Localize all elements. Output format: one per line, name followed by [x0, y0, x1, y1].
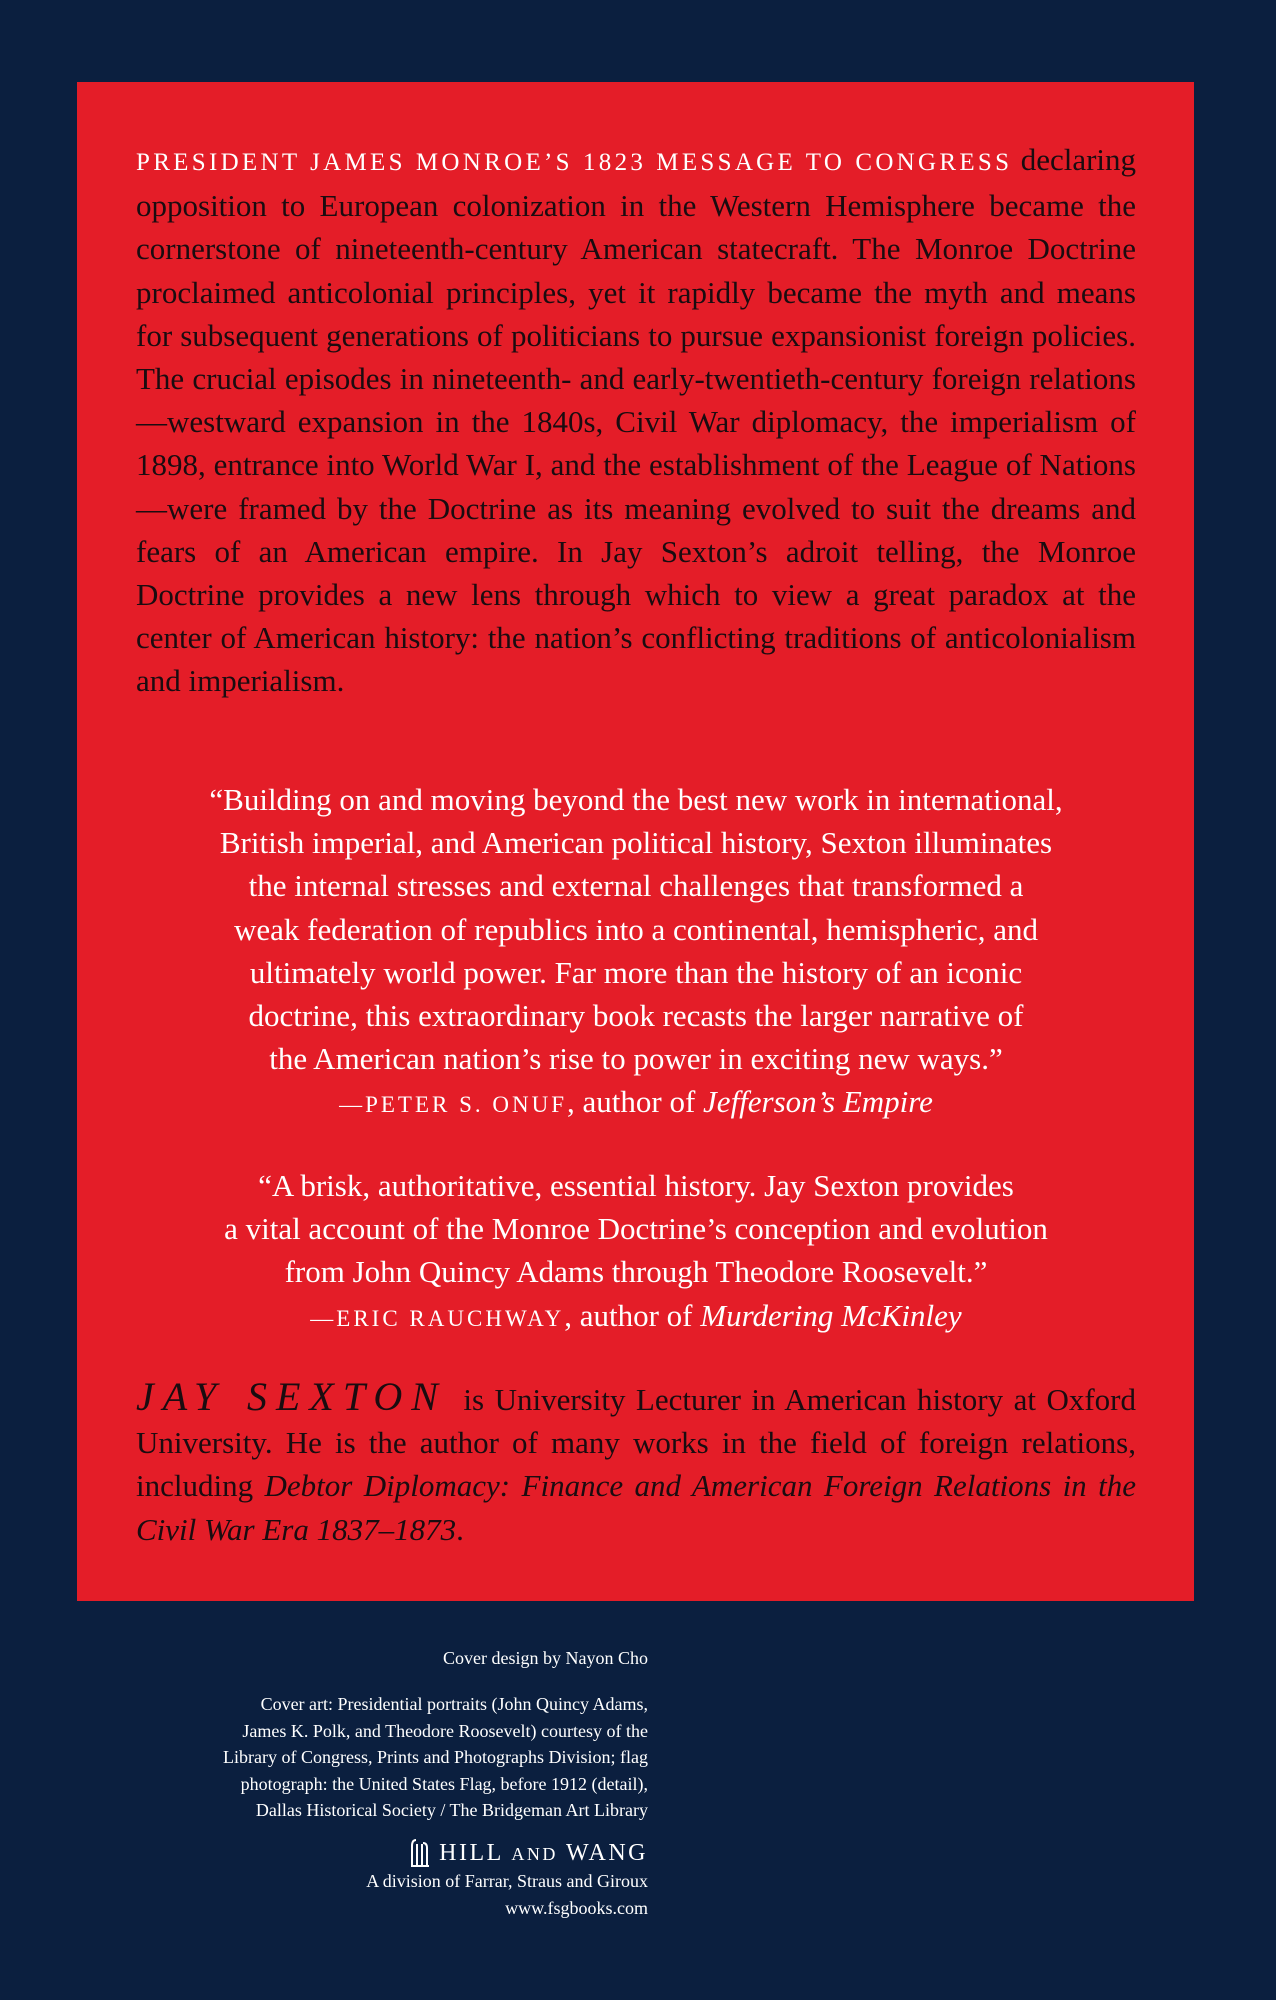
publisher-url: www.fsgbooks.com [505, 1898, 648, 1918]
endorsement-quote-2 [136, 1164, 1136, 1340]
attribution-connector: , author of [567, 1084, 704, 1120]
art-credit-line: James K. Polk, and Theodore Roosevelt) courtesy of the [242, 1720, 648, 1741]
quote-line: the American nation’s rise to power in exciting new ways.” [269, 1041, 1003, 1077]
description-blurb [136, 138, 1136, 703]
quote-attribution [136, 1080, 1136, 1126]
art-credit-line: Dallas Historical Society / The Bridgeman Art Library [255, 1800, 648, 1820]
art-credit-line: photograph: the United States Flag, before 1912 (detail), [240, 1773, 648, 1794]
publisher-name-wang: WANG [566, 1839, 648, 1866]
design-credit-text: Cover design by Nayon Cho [443, 1648, 648, 1668]
publisher-name [439, 1840, 648, 1867]
art-credit-line: Cover art: Presidential portraits (John Quincy Adams, [260, 1694, 648, 1714]
quote-line: a vital account of the Monroe Doctrine’s conception and evolution [224, 1211, 1048, 1247]
quote-line: the internal stresses and external challenges that transformed a [248, 868, 1024, 904]
publisher-name-hill: HILL [439, 1839, 503, 1866]
author-bio [136, 1375, 1136, 1551]
quote-line: weak federation of republics into a continental, hemispheric, and [234, 911, 1038, 947]
blurb-body: declaring opposition to European colonization in the Western Hemisphere became the cornerstone of nineteenth-century American statecraft. The Monroe Doctrine proclaimed anticolonial principles, yet it rapidly became the myth and means for subsequent generations of politicians to pursue expansionist foreign policies. The crucial episodes in nineteenth- and early-twentieth-century foreign relations—westward expansion in the 1840s, Civil War diplomacy, the imperialism of 1898, entrance into World War I, and the establishment of the League of Nations—were framed by the Doctrine as its meaning evolved to suit the dreams and fears of an American empire. In Jay Sexton’s adroit telling, the Monroe Doctrine provides a new lens through which to view a great paradox at the center of American history: the nation’s conflicting traditions of anticolonialism and imperialism. [136, 142, 1137, 699]
publisher-row [366, 1838, 648, 1868]
bio-book-title: Debtor Diplomacy: Finance and American Foreign Relations in the Civil War Era 1837–1873 [136, 1468, 1136, 1547]
cover-art-credit [88, 1691, 648, 1824]
bio-end: . [456, 1511, 464, 1547]
attribution-work: Murdering McKinley [700, 1297, 962, 1333]
endorsement-quote-1 [136, 778, 1136, 1127]
attribution-connector: , author of [564, 1297, 701, 1333]
publisher-division: A division of Farrar, Straus and Giroux [366, 1871, 648, 1891]
publisher-logo-icon [409, 1838, 431, 1868]
quote-line: “Building on and moving beyond the best new work in international, [209, 782, 1063, 817]
attribution-name: —ERIC RAUCHWAY [310, 1305, 565, 1331]
cover-design-credit [88, 1645, 648, 1672]
quote-line: doctrine, this extraordinary book recasts the larger narrative of [248, 998, 1024, 1034]
quote-line: British imperial, and American political history, Sexton illuminates [219, 825, 1053, 861]
bio-text: is University Lecturer in American history at Oxford University. He is the author of many works in the field of foreign relations, including [136, 1382, 1136, 1504]
attribution-name: —PETER S. ONUF [339, 1092, 568, 1118]
publisher-name-and: AND [511, 1843, 558, 1864]
quote-line: from John Quincy Adams through Theodore Roosevelt.” [284, 1254, 988, 1290]
quote-line: “A brisk, authoritative, essential history. Jay Sexton provides [258, 1168, 1014, 1203]
blurb-lead: PRESIDENT JAMES MONROE’S 1823 MESSAGE TO CONGRESS [136, 149, 1013, 176]
quote-line: ultimately world power. Far more than the history of an iconic [249, 954, 1023, 990]
author-name: JAY SEXTON [136, 1374, 447, 1419]
publisher-block [366, 1838, 648, 1922]
attribution-work: Jefferson’s Empire [703, 1084, 933, 1120]
art-credit-line: Library of Congress, Prints and Photographs Division; flag [223, 1747, 648, 1767]
quote-attribution [136, 1294, 1136, 1340]
